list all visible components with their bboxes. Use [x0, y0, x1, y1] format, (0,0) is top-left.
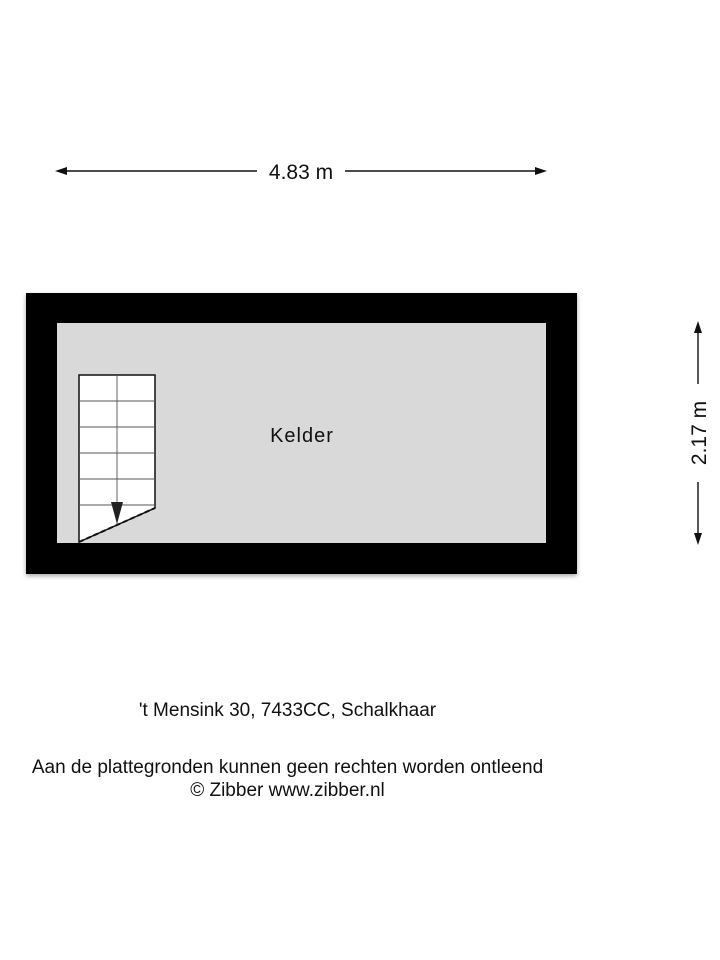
width-dimension	[55, 161, 547, 184]
arrow-up-icon	[694, 321, 702, 333]
width-dimension-label: 4.83 m	[268, 161, 334, 184]
height-dimension-label: 2.17 m	[688, 400, 711, 466]
address-text: 't Mensink 30, 7433CC, Schalkhaar	[138, 700, 437, 721]
disclaimer-text: Aan de plattegronden kunnen geen rechten worden ontleend	[31, 757, 544, 778]
copyright-text: © Zibber www.zibber.nl	[190, 780, 385, 801]
arrow-left-icon	[55, 167, 67, 175]
arrow-down-icon	[694, 533, 702, 545]
height-dimension	[688, 321, 711, 545]
room-label: Kelder	[270, 425, 334, 447]
arrow-right-icon	[535, 167, 547, 175]
